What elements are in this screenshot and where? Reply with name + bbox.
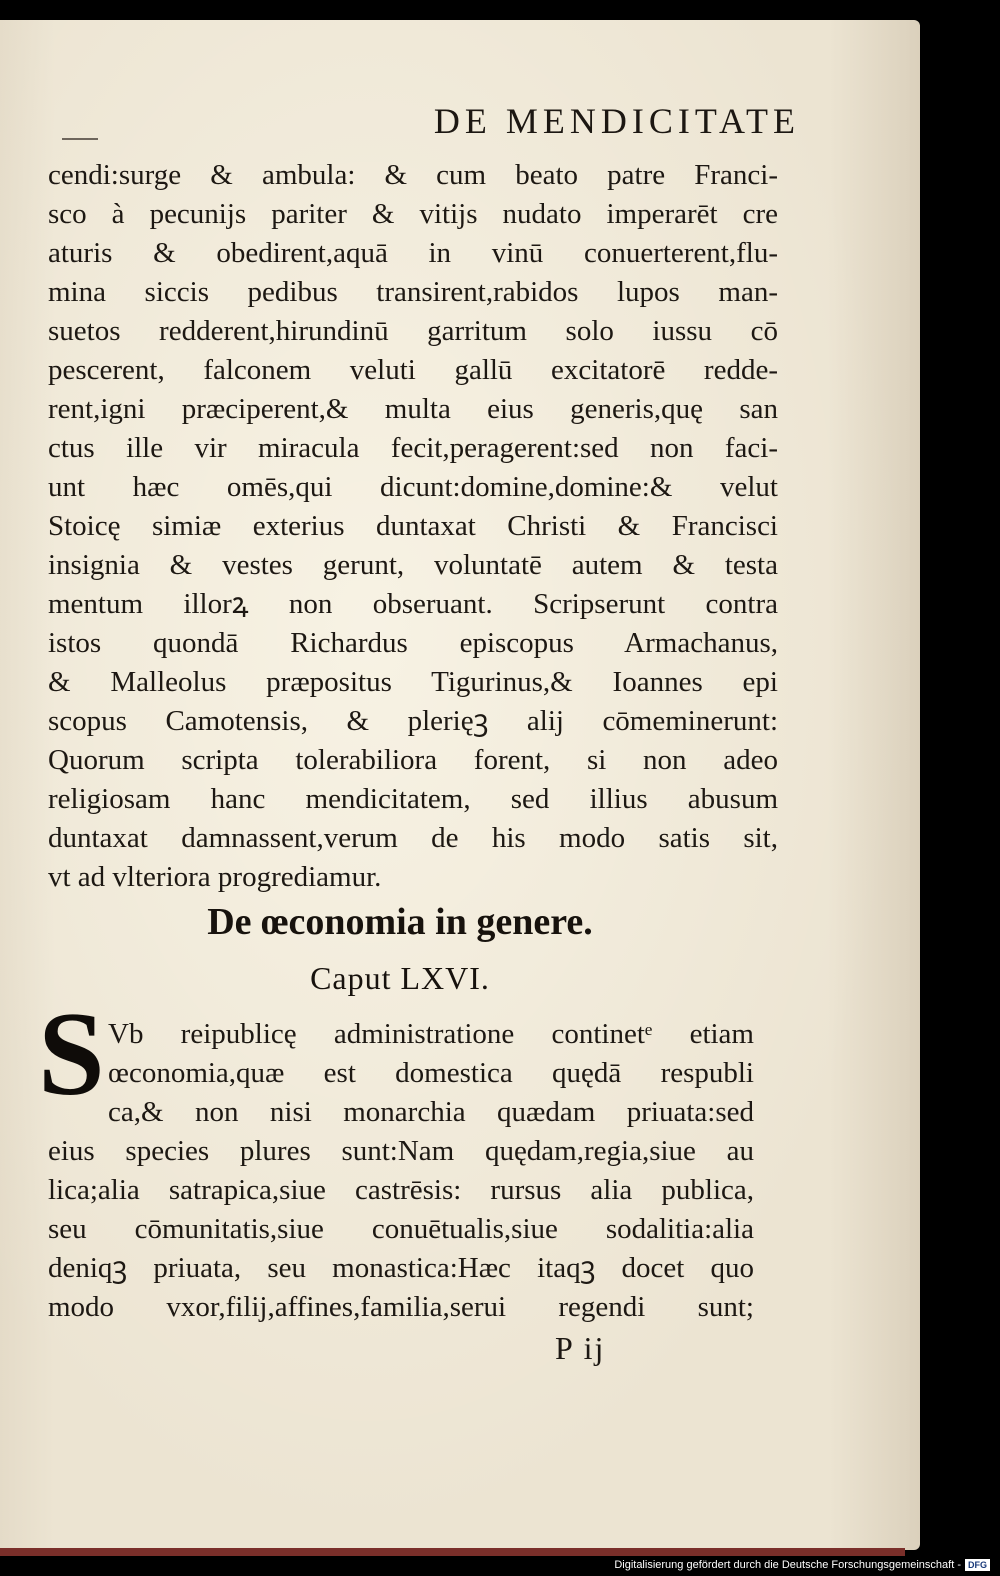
dfg-logo: DFG bbox=[965, 1559, 990, 1571]
rule-mark bbox=[62, 138, 98, 140]
text-line: ctus ille vir miracula fecit,peragerent:sed non faci- bbox=[48, 432, 778, 464]
text-line: vt ad vlteriora progrediamur. bbox=[48, 861, 382, 893]
text-line: œconomia,quæ est domestica quędā respubli bbox=[108, 1057, 754, 1089]
text-line: istos quondā Richardus episcopus Armachanus, bbox=[48, 627, 778, 659]
drop-cap-initial: S bbox=[38, 987, 105, 1120]
credit-text: Digitalisierung gefördert durch die Deutsche Forschungsgemeinschaft - bbox=[614, 1559, 961, 1571]
text-line: ca,& non nisi monarchia quædam priuata:sed bbox=[108, 1096, 754, 1128]
signature-mark: P ij bbox=[555, 1330, 606, 1366]
text-block-body bbox=[48, 1132, 754, 1327]
chapter-heading: De œconomia in genere. bbox=[207, 901, 593, 943]
text-line: deniqꝫ priuata, seu monastica:Hæc itaqꝫ docet quo bbox=[48, 1252, 754, 1284]
running-head: DE MENDICITATE bbox=[433, 101, 800, 141]
text-line: eius species plures sunt:Nam quędam,regia,siue au bbox=[48, 1135, 754, 1167]
text-line: mina siccis pedibus transirent,rabidos lupos man- bbox=[48, 276, 778, 308]
text-line: cendi:surge & ambula: & cum beato patre Franci- bbox=[48, 159, 778, 191]
digitization-credit bbox=[614, 1556, 990, 1574]
text-line: unt hæc omēs,qui dicunt:domine,domine:& velut bbox=[48, 471, 778, 503]
page-edge bbox=[0, 1548, 905, 1556]
text-line: & Malleolus præpositus Tigurinus,& Ioannes epi bbox=[48, 666, 778, 698]
text-line: insignia & vestes gerunt, voluntatē autem & testa bbox=[48, 549, 778, 581]
text-line: seu cōmunitatis,siue conuētualis,siue sodalitia:alia bbox=[48, 1213, 754, 1245]
text-line: rent,igni præciperent,& multa eius generis,quę san bbox=[48, 393, 778, 425]
text-line: pescerent, falconem veluti gallū excitatorē redde- bbox=[48, 354, 778, 386]
text-line: Vb reipublicę administratione continetᵉ etiam bbox=[108, 1018, 754, 1050]
text-block-indented bbox=[108, 1015, 754, 1132]
text-line: Quorum scripta tolerabiliora forent, si non adeo bbox=[48, 744, 778, 776]
text-line: lica;alia satrapica,siue castrēsis: rursus alia publica, bbox=[48, 1174, 754, 1206]
text-line: Stoicę simiæ exterius duntaxat Christi & Francisci bbox=[48, 510, 778, 542]
text-line: aturis & obedirent,aquā in vinū conuerterent,flu- bbox=[48, 237, 778, 269]
text-block-top bbox=[48, 156, 778, 897]
book-page bbox=[0, 20, 920, 1550]
text-line: sco à pecunijs pariter & vitijs nudato imperarēt cre bbox=[48, 198, 778, 230]
text-line: duntaxat damnassent,verum de his modo satis sit, bbox=[48, 822, 778, 854]
text-line: mentum illorꝝ non obseruant. Scripserunt contra bbox=[48, 588, 778, 620]
text-line: scopus Camotensis, & plerięꝫ alij cōmeminerunt: bbox=[48, 705, 778, 737]
text-line: modo vxor,filij,affines,familia,serui regendi sunt; bbox=[48, 1291, 754, 1323]
chapter-number: Caput LXVI. bbox=[310, 960, 490, 996]
text-line: suetos redderent,hirundinū garritum solo iussu cō bbox=[48, 315, 778, 347]
text-line: religiosam hanc mendicitatem, sed illius abusum bbox=[48, 783, 778, 815]
